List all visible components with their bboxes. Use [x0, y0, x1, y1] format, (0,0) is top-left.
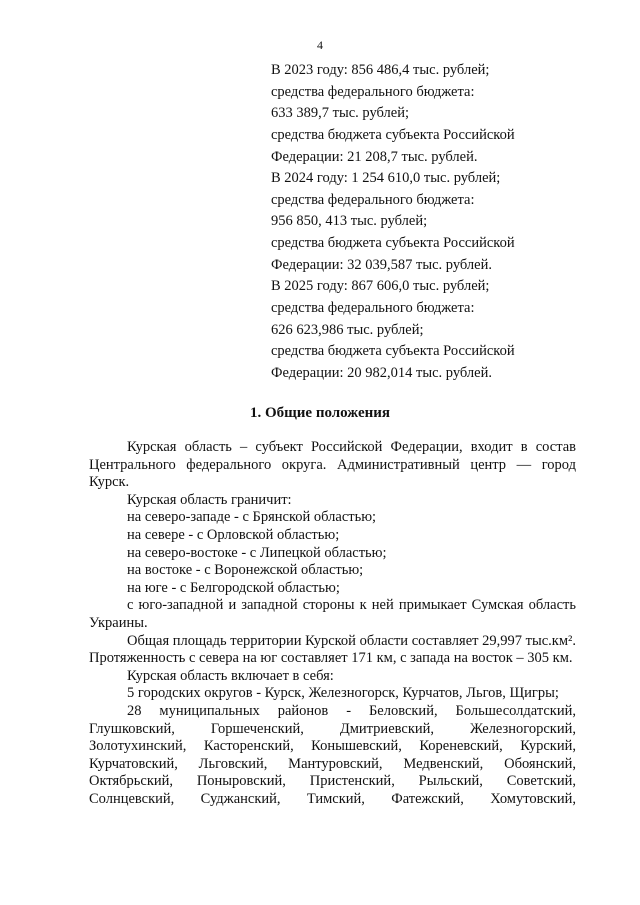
- paragraph-borders-intro: Курская область граничит:: [127, 491, 292, 508]
- section-heading: 1. Общие положения: [249, 405, 391, 421]
- paragraph-intro: Курская область – субъект Российской Федерации, входит в состав Центрального федерального округа. Административный центр — город Курск.: [89, 439, 576, 491]
- page-number: 4: [317, 38, 323, 52]
- budget-line: В 2023 году: 856 486,4 тыс. рублей;: [271, 62, 490, 78]
- budget-line: средства федерального бюджета:: [271, 300, 475, 317]
- border-northwest: на северо-западе - с Брянской областью;: [127, 509, 377, 526]
- paragraph-includes: Курская область включает в себя:: [127, 667, 334, 684]
- paragraph-municipal-districts: 28 муниципальных районов - Беловский, Большесолдатский, Глушковский, Горшеченский, Дмитриевский, Железногорский, Золотухинский, Касторенский, Конышевский, Кореневский, Курский, Курчатовский, Льговский, Мантуровский, Медвенский, Обоянский, Октябрьский, Поныровский, Пристенский, Рыльский, Советский, Солнцевский, Суджанский, Тимский, Фатежский, Хомутовский,: [89, 702, 576, 807]
- border-northeast: на северо-востоке - с Липецкой областью;: [127, 544, 387, 561]
- budget-line: средства бюджета субъекта Российской: [271, 235, 515, 252]
- budget-block: [271, 60, 571, 385]
- budget-line: средства бюджета субъекта Российской: [271, 343, 515, 360]
- border-southwest: с юго-западной и западной стороны к ней примыкает Сумская область Украины.: [89, 597, 576, 631]
- border-north: на севере - с Орловской областью;: [127, 526, 340, 543]
- section-body: [89, 439, 576, 808]
- budget-line: средства бюджета субъекта Российской: [271, 126, 515, 143]
- budget-line: В 2024 году: 1 254 610,0 тыс. рублей;: [271, 170, 501, 187]
- budget-line: 956 850, 413 тыс. рублей;: [271, 213, 428, 230]
- budget-line: Федерации: 32 039,587 тыс. рублей.: [271, 256, 492, 273]
- budget-line: В 2025 году: 867 606,0 тыс. рублей;: [271, 278, 490, 295]
- budget-line: 633 389,7 тыс. рублей;: [271, 105, 409, 122]
- budget-line: средства федерального бюджета:: [271, 191, 475, 208]
- budget-line: 626 623,986 тыс. рублей;: [271, 321, 424, 338]
- paragraph-urban-districts: 5 городских округов - Курск, Железногорск, Курчатов, Льгов, Щигры;: [127, 685, 559, 702]
- border-south: на юге - с Белгородской областью;: [127, 579, 340, 596]
- budget-line: Федерации: 20 982,014 тыс. рублей.: [271, 364, 492, 381]
- budget-line: Федерации: 21 208,7 тыс. рублей.: [271, 148, 478, 165]
- border-east: на востоке - с Воронежской областью;: [127, 562, 364, 579]
- budget-line: средства федерального бюджета:: [271, 83, 475, 100]
- paragraph-area: Общая площадь территории Курской области составляет 29,997 тыс.км². Протяженность с севера на юг составляет 171 км, с запада на восток – 305 км.: [89, 632, 576, 667]
